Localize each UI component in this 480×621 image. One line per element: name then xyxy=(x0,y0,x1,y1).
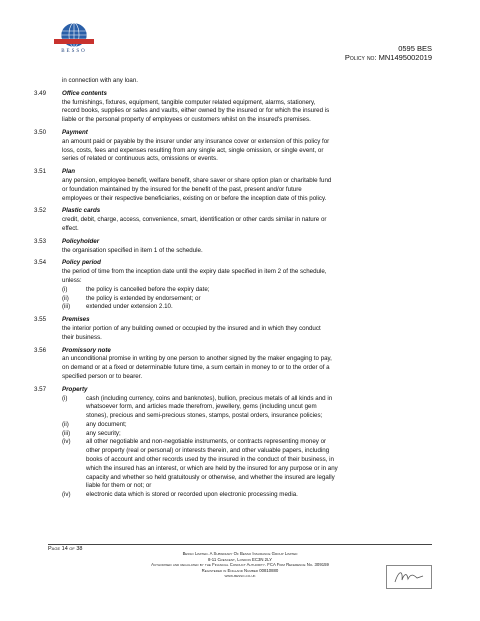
section-heading xyxy=(34,259,434,268)
definition-line: an amount paid or payable by the insurer under any insurance cover or extension of this policy for xyxy=(62,137,330,145)
list-item-line xyxy=(62,430,434,439)
definition-line: record books, supplies or safes and vaults, either owned by the insured or for which the insured is xyxy=(62,107,330,115)
footer-divider xyxy=(48,544,432,545)
definition-line: effect. xyxy=(62,224,79,232)
definition-line: the period of time from the inception date until the expiry date specified in item 2 of the schedule, xyxy=(62,268,327,276)
definition-line: series of related or continuous acts, omissions or events. xyxy=(62,155,218,163)
section-title: Premises xyxy=(62,316,90,324)
section-number: 3.49 xyxy=(34,89,47,97)
definition-line: unless: xyxy=(62,276,82,284)
section-heading xyxy=(34,89,434,99)
list-item-number: (iii) xyxy=(62,429,71,437)
reference-code: 0595 BES xyxy=(398,44,432,53)
footer-line-text: Registered in England Number 00810880 xyxy=(201,567,279,573)
section-heading xyxy=(34,346,434,356)
list-item-text: all other negotiable and non-negotiable instruments, or contracts representing money or xyxy=(86,438,327,446)
section-number: 3.57 xyxy=(34,385,47,393)
page-number: Page 14 of 38 xyxy=(48,546,83,552)
intro-text: in connection with any loan. xyxy=(62,77,139,84)
section-title: Policyholder xyxy=(62,237,100,245)
section-title: Office contents xyxy=(62,89,107,97)
section-heading xyxy=(34,316,434,325)
globe-logo-icon xyxy=(52,22,96,48)
list-item-text: electronic data which is stored or recorded upon electronic processing media. xyxy=(86,491,298,499)
besso-logo xyxy=(52,22,96,54)
section-number: 3.51 xyxy=(34,168,47,176)
list-item-line xyxy=(62,482,434,491)
section-title: Plan xyxy=(62,168,76,176)
definition-line: loss, costs, fees and expenses resulting from any single act, single omission, or single event, or xyxy=(62,146,324,154)
list-item-line xyxy=(62,438,434,447)
list-item-number: (ii) xyxy=(62,420,69,428)
list-item-line xyxy=(62,395,434,404)
footer-line-text: 8-11 Crescent, London EC3N 2LY xyxy=(207,556,273,562)
list-item-text: liable for them or not; or xyxy=(86,482,152,490)
list-item-number: (iii) xyxy=(62,303,71,311)
section-number: 3.54 xyxy=(34,259,47,267)
definition-line: the furnishings, fixtures, equipment, tangible computer related equipment, alarms, stationery, xyxy=(62,98,316,106)
list-item-line xyxy=(62,412,434,421)
section-title: Policy period xyxy=(62,259,101,267)
section-heading xyxy=(34,385,434,395)
footer-line-text: Besso Limited. A Subsidiary Of Besso Insurance Group Limited xyxy=(182,551,298,556)
definition-line: the interior portion of any building owned or occupied by the insured and in which they conduct xyxy=(62,324,321,332)
section-title: Property xyxy=(62,385,88,393)
section-heading xyxy=(34,207,434,216)
section-heading xyxy=(34,128,434,138)
footer-text xyxy=(80,551,400,579)
list-item-text: stones), precious and semi-precious stones, stamps, postal orders, insurance policies; xyxy=(86,412,323,420)
section-number: 3.50 xyxy=(34,128,47,136)
definition-line: employees or their respective beneficiaries, existing on or before the inception date of this policy. xyxy=(62,194,327,202)
list-item-line xyxy=(62,295,434,304)
list-item-text: cash (including currency, coins and banknotes), bullion, precious metals of all kinds and in xyxy=(86,394,333,402)
definition-line: liable or the personal property of employees or customers whilst on the insured's premises. xyxy=(62,116,311,124)
list-item-line xyxy=(62,474,434,483)
section-number: 3.52 xyxy=(34,207,47,215)
list-item-text: which the insured has an interest, or which are held by the insured for any purpose or in any xyxy=(86,464,338,472)
list-item-line xyxy=(62,421,434,430)
section-title: Payment xyxy=(62,128,88,136)
section-number: 3.55 xyxy=(34,316,47,324)
list-item-line xyxy=(62,403,434,412)
definition-line: credit, debit, charge, access, convenience, smart, identification or other cards similar in nature or xyxy=(62,216,327,224)
list-item-number: (iv) xyxy=(62,438,71,446)
list-item-number: (i) xyxy=(62,285,68,293)
signature-box xyxy=(386,565,432,589)
list-item-text: books of account and other records used by the insured in the conduct of their business, in xyxy=(86,456,334,464)
section-heading xyxy=(34,168,434,177)
list-item-line xyxy=(62,491,434,500)
list-item-line xyxy=(62,286,434,295)
list-item-number: (i) xyxy=(62,394,68,402)
list-item-line xyxy=(62,465,434,474)
logo-wordmark: BESSO xyxy=(61,49,87,54)
document-body xyxy=(34,77,434,500)
definition-line: specified person or to bearer. xyxy=(62,372,143,380)
section-title: Plastic cards xyxy=(62,207,101,215)
definition-line: their business. xyxy=(62,333,102,341)
list-item-line xyxy=(62,303,434,312)
section-heading xyxy=(34,237,434,247)
definition-line: an unconditional promise in writing by one person to another signed by the maker engaging to pay, xyxy=(62,355,332,363)
definition-line: on demand or at a fixed or determinable future time, a sum certain in money to or to the order of a xyxy=(62,364,330,372)
list-item-number: (iv) xyxy=(62,491,71,499)
signature-icon xyxy=(387,566,431,588)
section-title: Promissory note xyxy=(62,346,111,354)
list-item-text: other property (real or personal) or interests therein, and other valuable papers, including xyxy=(86,447,330,455)
definition-line: or foundation maintained by the insured for the benefit of the past, present and/or future xyxy=(62,185,302,193)
list-item-text: any document; xyxy=(86,420,127,428)
section-number: 3.53 xyxy=(34,237,47,245)
list-item-text: any security; xyxy=(86,429,121,437)
list-item-line xyxy=(62,447,434,456)
section-number: 3.56 xyxy=(34,346,47,354)
definition-line: the organisation specified in item 1 of the schedule. xyxy=(62,246,203,254)
list-item-text: the policy is extended by endorsement; or xyxy=(86,294,201,302)
footer-line-text: Authorised and regulated by the Financial Conduct Authority. FCA Firm Reference No. 309159 xyxy=(151,562,329,568)
list-item-text: whatsoever form, and articles made therefrom, jewellery, gems (including uncut gem xyxy=(86,403,317,411)
definition-line: any pension, employee benefit, welfare benefit, share saver or share option plan or charitable fund xyxy=(62,176,332,184)
list-item-text: capacity and whether so held gratuitously or otherwise, and whether the insured are legally xyxy=(86,473,335,481)
header-right xyxy=(345,44,432,62)
list-item-text: extended under extension 2.10. xyxy=(86,303,173,311)
list-item-text: the policy is cancelled before the expiry date; xyxy=(86,285,210,293)
footer-line-text: www.besso.co.uk xyxy=(224,573,256,579)
list-item-number: (ii) xyxy=(62,294,69,302)
list-item-line xyxy=(62,456,434,465)
policy-number: Policy no: MN1495002019 xyxy=(344,53,432,62)
